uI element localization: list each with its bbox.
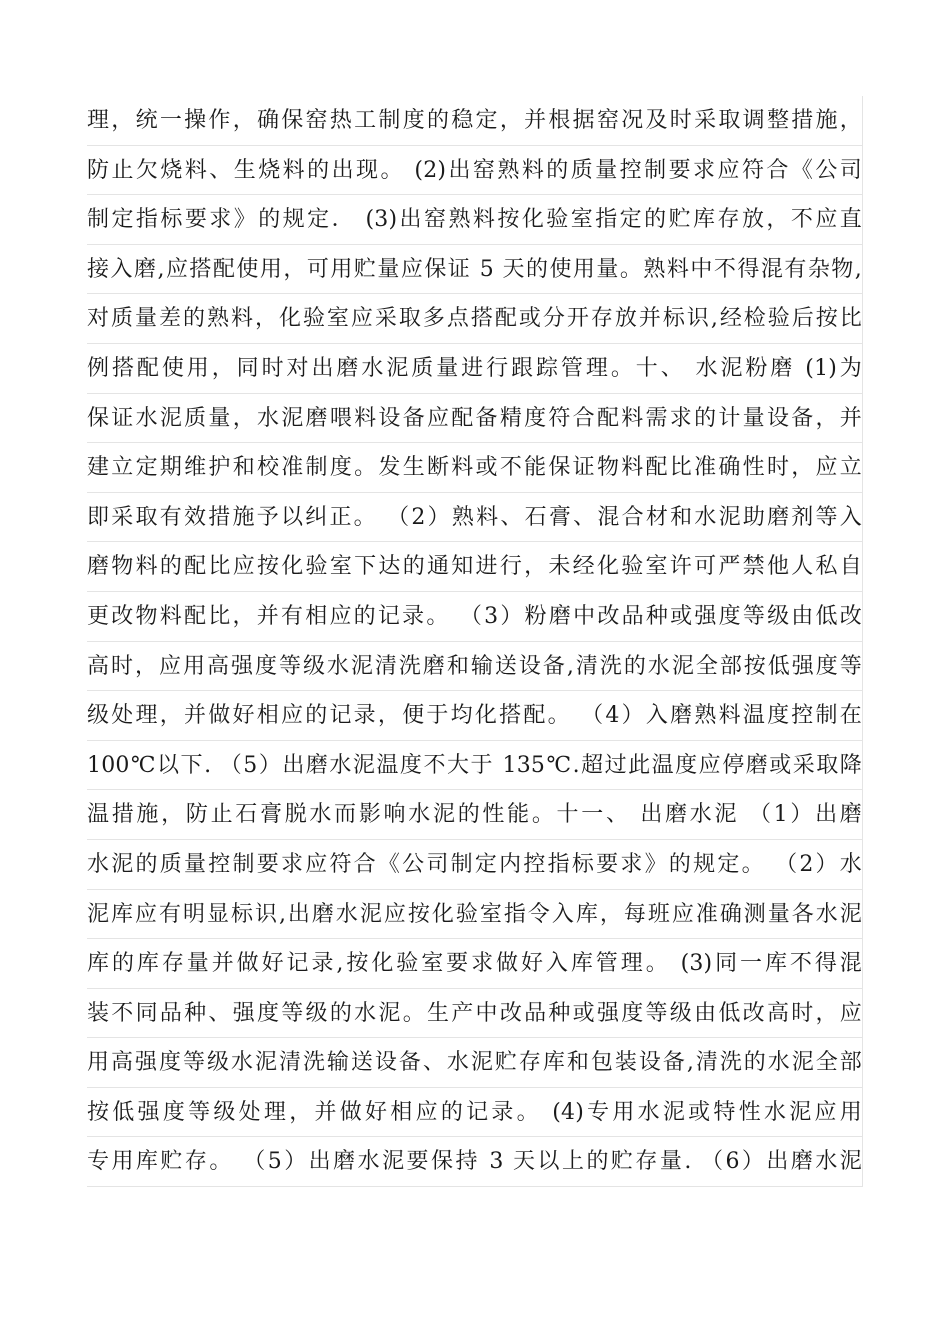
text-line: 例搭配使用，同时对出磨水泥质量进行跟踪管理。十、 水泥粉磨 (1)为	[87, 344, 863, 394]
text-line: 温措施，防止石膏脱水而影响水泥的性能。十一、 出磨水泥 （1）出磨	[87, 790, 863, 840]
text-line: 专用库贮存。 （5）出磨水泥要保持 3 天以上的贮存量. （6）出磨水泥	[87, 1137, 863, 1187]
text-line: 库的库存量并做好记录,按化验室要求做好入库管理。 (3)同一库不得混	[87, 939, 863, 989]
text-line: 按低强度等级处理，并做好相应的记录。 (4)专用水泥或特性水泥应用	[87, 1088, 863, 1138]
text-line: 制定指标要求》的规定． (3)出窑熟料按化验室指定的贮库存放，不应直	[87, 195, 863, 245]
text-line: 100℃以下. （5）出磨水泥温度不大于 135℃.超过此温度应停磨或采取降	[87, 741, 863, 791]
text-line: 水泥的质量控制要求应符合《公司制定内控指标要求》的规定。 （2）水	[87, 840, 863, 890]
text-line: 理，统一操作，确保窑热工制度的稳定，并根据窑况及时采取调整措施，	[87, 96, 863, 146]
text-line: 泥库应有明显标识,出磨水泥应按化验室指令入库，每班应准确测量各水泥	[87, 890, 863, 940]
text-line: 装不同品种、强度等级的水泥。生产中改品种或强度等级由低改高时，应	[87, 989, 863, 1039]
text-line: 更改物料配比，并有相应的记录。 （3）粉磨中改品种或强度等级由低改	[87, 592, 863, 642]
text-line: 防止欠烧料、生烧料的出现。 (2)出窑熟料的质量控制要求应符合《公司	[87, 146, 863, 196]
text-line: 接入磨,应搭配使用，可用贮量应保证 5 天的使用量。熟料中不得混有杂物,	[87, 245, 863, 295]
text-line: 级处理，并做好相应的记录，便于均化搭配。 （4）入磨熟料温度控制在	[87, 691, 863, 741]
text-line: 对质量差的熟料，化验室应采取多点搭配或分开存放并标识,经检验后按比	[87, 294, 863, 344]
text-line: 磨物料的配比应按化验室下达的通知进行，未经化验室许可严禁他人私自	[87, 542, 863, 592]
text-line: 高时，应用高强度等级水泥清洗磨和输送设备,清洗的水泥全部按低强度等	[87, 642, 863, 692]
text-line: 保证水泥质量，水泥磨喂料设备应配备精度符合配料需求的计量设备，并	[87, 394, 863, 444]
body-text	[87, 96, 863, 1187]
text-line: 建立定期维护和校准制度。发生断料或不能保证物料配比准确性时，应立	[87, 443, 863, 493]
text-line: 用高强度等级水泥清洗输送设备、水泥贮存库和包装设备,清洗的水泥全部	[87, 1038, 863, 1088]
text-line: 即采取有效措施予以纠正。 （2）熟料、石膏、混合材和水泥助磨剂等入	[87, 493, 863, 543]
